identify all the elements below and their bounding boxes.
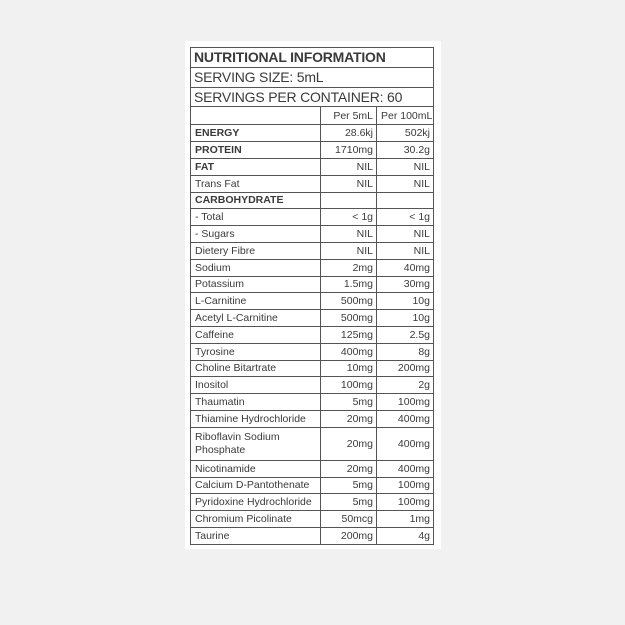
per-serving-value: 1.5mg: [321, 276, 377, 293]
per-100-value: 2g: [377, 377, 434, 394]
per-serving-value: 50mcg: [321, 511, 377, 528]
nutrition-panel: [185, 41, 441, 549]
per-serving-value: [321, 192, 377, 209]
per-100-value: 100mg: [377, 477, 434, 494]
nutrient-name: Riboflavin Sodium Phosphate: [191, 427, 321, 460]
per-100-value: 30mg: [377, 276, 434, 293]
per-100-value: 100mg: [377, 394, 434, 411]
table-row: [191, 226, 434, 243]
per-serving-value: 1710mg: [321, 142, 377, 159]
nutrition-table: [190, 47, 434, 545]
nutrient-name: Inositol: [191, 377, 321, 394]
nutrient-name: FAT: [191, 158, 321, 175]
title-row: [191, 48, 434, 68]
per-serving-value: NIL: [321, 175, 377, 192]
nutrient-name: L-Carnitine: [191, 293, 321, 310]
per-100-value: 4g: [377, 527, 434, 544]
per-100-value: 10g: [377, 310, 434, 327]
nutrient-name: Pyridoxine Hydrochloride: [191, 494, 321, 511]
per-serving-value: 20mg: [321, 410, 377, 427]
per-100-value: [377, 192, 434, 209]
table-row: [191, 477, 434, 494]
per-100-value: 400mg: [377, 427, 434, 460]
nutrient-name: Thiamine Hydrochloride: [191, 410, 321, 427]
table-row: [191, 377, 434, 394]
per-100-value: < 1g: [377, 209, 434, 226]
nutrient-name: - Total: [191, 209, 321, 226]
per-serving-value: 10mg: [321, 360, 377, 377]
per-serving-value: NIL: [321, 226, 377, 243]
per-100-value: 400mg: [377, 460, 434, 477]
per-100-value: NIL: [377, 158, 434, 175]
servings-per-container: SERVINGS PER CONTAINER: 60: [191, 87, 434, 107]
per-100-value: NIL: [377, 175, 434, 192]
per-100-value: 1mg: [377, 511, 434, 528]
per-100-value: NIL: [377, 242, 434, 259]
per-100-value: 8g: [377, 343, 434, 360]
nutrient-name: Sodium: [191, 259, 321, 276]
table-row: [191, 310, 434, 327]
table-row: [191, 511, 434, 528]
per-serving-value: < 1g: [321, 209, 377, 226]
per-serving-value: 500mg: [321, 293, 377, 310]
nutrient-name: Caffeine: [191, 326, 321, 343]
table-row: [191, 259, 434, 276]
nutrient-name: Taurine: [191, 527, 321, 544]
table-row: [191, 142, 434, 159]
per-serving-value: 125mg: [321, 326, 377, 343]
table-row: [191, 394, 434, 411]
serving-size-row: [191, 67, 434, 87]
per-100-value: 502kj: [377, 125, 434, 142]
per-serving-value: 200mg: [321, 527, 377, 544]
nutrient-name: Nicotinamide: [191, 460, 321, 477]
table-row: [191, 175, 434, 192]
table-row: [191, 242, 434, 259]
per-serving-value: 20mg: [321, 460, 377, 477]
table-row: [191, 125, 434, 142]
per-100-value: 100mg: [377, 494, 434, 511]
table-row: [191, 460, 434, 477]
header-blank-cell: [191, 107, 321, 125]
per-serving-value: 5mg: [321, 394, 377, 411]
per-serving-value: 100mg: [321, 377, 377, 394]
table-row: [191, 343, 434, 360]
column-header-per-100: Per 100mL: [377, 107, 434, 125]
serving-size: SERVING SIZE: 5mL: [191, 67, 434, 87]
per-serving-value: 400mg: [321, 343, 377, 360]
table-row: [191, 326, 434, 343]
nutrient-name: Acetyl L-Carnitine: [191, 310, 321, 327]
per-100-value: NIL: [377, 226, 434, 243]
nutrient-name: Trans Fat: [191, 175, 321, 192]
column-header-row: [191, 107, 434, 125]
per-serving-value: NIL: [321, 242, 377, 259]
table-row: [191, 209, 434, 226]
nutrient-name: Thaumatin: [191, 394, 321, 411]
per-serving-value: NIL: [321, 158, 377, 175]
per-100-value: 2.5g: [377, 326, 434, 343]
panel-title: NUTRITIONAL INFORMATION: [191, 48, 434, 68]
table-row: [191, 293, 434, 310]
servings-per-container-row: [191, 87, 434, 107]
table-row: [191, 360, 434, 377]
per-100-value: 30.2g: [377, 142, 434, 159]
table-row: [191, 427, 434, 460]
nutrient-name: Choline Bitartrate: [191, 360, 321, 377]
table-row: [191, 192, 434, 209]
per-serving-value: 20mg: [321, 427, 377, 460]
nutrient-name: Dietery Fibre: [191, 242, 321, 259]
nutrient-name: Tyrosine: [191, 343, 321, 360]
per-100-value: 400mg: [377, 410, 434, 427]
per-100-value: 200mg: [377, 360, 434, 377]
nutrient-name: - Sugars: [191, 226, 321, 243]
nutrient-name: Chromium Picolinate: [191, 511, 321, 528]
nutrient-name: Calcium D-Pantothenate: [191, 477, 321, 494]
nutrient-name: CARBOHYDRATE: [191, 192, 321, 209]
per-serving-value: 500mg: [321, 310, 377, 327]
per-100-value: 10g: [377, 293, 434, 310]
table-row: [191, 410, 434, 427]
per-serving-value: 28.6kj: [321, 125, 377, 142]
nutrient-name: ENERGY: [191, 125, 321, 142]
per-serving-value: 2mg: [321, 259, 377, 276]
column-header-per-serving: Per 5mL: [321, 107, 377, 125]
per-100-value: 40mg: [377, 259, 434, 276]
per-serving-value: 5mg: [321, 494, 377, 511]
per-serving-value: 5mg: [321, 477, 377, 494]
nutrient-name: Potassium: [191, 276, 321, 293]
table-row: [191, 527, 434, 544]
table-row: [191, 158, 434, 175]
table-row: [191, 494, 434, 511]
table-row: [191, 276, 434, 293]
nutrient-name: PROTEIN: [191, 142, 321, 159]
